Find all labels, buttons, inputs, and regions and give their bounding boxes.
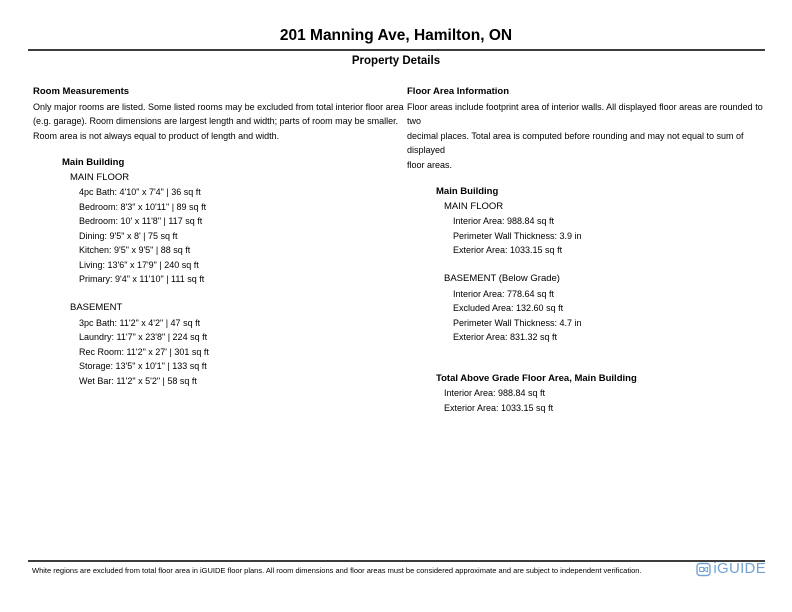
report-header bbox=[0, 0, 792, 68]
iguide-logo-text: iGUIDE bbox=[713, 560, 766, 577]
room-row: Laundry: 11'7" x 23'8" | 224 sq ft bbox=[79, 332, 208, 342]
room-row: Bedroom: 8'3" x 10'11" | 89 sq ft bbox=[79, 201, 207, 212]
floor-area-section bbox=[407, 85, 765, 415]
room-row: Storage: 13'5" x 10'1" | 133 sq ft bbox=[79, 361, 207, 371]
description-line: Room area is not always equal to product of length and width. bbox=[33, 130, 280, 141]
room-row: Bedroom: 10' x 11'8" | 117 sq ft bbox=[79, 216, 203, 226]
room-row: Dining: 9'5" x 8' | 75 sq ft bbox=[79, 230, 178, 241]
floor-name: MAIN FLOOR bbox=[444, 200, 504, 212]
room-row: Wet Bar: 11'2" x 5'2" | 58 sq ft bbox=[79, 375, 197, 386]
floor-group-main-floor bbox=[33, 171, 407, 287]
floor-name: BASEMENT bbox=[70, 302, 123, 313]
room-measurements-heading: Room Measurements bbox=[33, 86, 130, 97]
floor-area-heading: Floor Area Information bbox=[407, 86, 510, 97]
area-row: Interior Area: 988.84 sq ft bbox=[444, 388, 546, 398]
building-name: Main Building bbox=[436, 186, 499, 197]
floor-area-description bbox=[407, 100, 765, 173]
floor-group-main-floor bbox=[407, 200, 765, 258]
iguide-logo bbox=[696, 560, 766, 578]
room-row: 4pc Bath: 4'10" x 7'4" | 36 sq ft bbox=[79, 187, 201, 197]
room-row: Rec Room: 11'2" x 27' | 301 sq ft bbox=[79, 346, 209, 357]
description-line: decimal places. Total area is computed before rounding and may not equal to sum of displayed bbox=[407, 130, 744, 155]
page-title: 201 Manning Ave, Hamilton, ON bbox=[279, 27, 513, 44]
area-row: Interior Area: 778.64 sq ft bbox=[453, 288, 555, 299]
room-row: Primary: 9'4" x 11'10" | 111 sq ft bbox=[79, 274, 205, 284]
floor-name: MAIN FLOOR bbox=[70, 171, 130, 183]
floor-group-basement bbox=[407, 272, 765, 345]
area-row: Perimeter Wall Thickness: 4.7 in bbox=[453, 317, 582, 328]
header-divider bbox=[28, 49, 765, 51]
total-area-heading: Total Above Grade Floor Area, Main Building bbox=[436, 372, 637, 384]
room-row: Living: 13'6" x 17'9" | 240 sq ft bbox=[79, 259, 199, 270]
content-columns bbox=[33, 85, 792, 415]
description-line: Only major rooms are listed. Some listed rooms may be excluded from total interior floor area bbox=[33, 101, 404, 112]
floor-group-basement bbox=[33, 301, 407, 388]
area-row: Perimeter Wall Thickness: 3.9 in bbox=[453, 230, 582, 241]
area-row: Exterior Area: 1033.15 sq ft bbox=[444, 402, 554, 413]
area-row: Excluded Area: 132.60 sq ft bbox=[453, 303, 564, 313]
disclaimer-text: White regions are excluded from total floor area in iGUIDE floor plans. All room dimensions and floor areas must be considered approximate and are subject to independent verification. bbox=[32, 566, 642, 575]
area-row: Exterior Area: 1033.15 sq ft bbox=[453, 245, 563, 255]
building-name: Main Building bbox=[62, 157, 125, 168]
room-row: Kitchen: 9'5" x 9'5" | 88 sq ft bbox=[79, 245, 191, 255]
total-area-rows bbox=[407, 386, 765, 415]
iguide-logo-icon bbox=[696, 562, 711, 577]
area-row: Exterior Area: 831.32 sq ft bbox=[453, 332, 558, 342]
room-row: 3pc Bath: 11'2" x 4'2" | 47 sq ft bbox=[79, 317, 201, 328]
room-measurements-section bbox=[33, 85, 407, 415]
footer-divider bbox=[28, 560, 765, 562]
floor-name: BASEMENT (Below Grade) bbox=[444, 273, 560, 284]
room-measurements-description bbox=[33, 100, 407, 144]
description-line: (e.g. garage). Room dimensions are largest length and width; parts of room may be smaller. bbox=[33, 116, 399, 126]
page-subtitle: Property Details bbox=[351, 55, 441, 67]
description-line: floor areas. bbox=[407, 159, 453, 170]
description-line: Floor areas include footprint area of interior walls. All displayed floor areas are rounded to two bbox=[407, 101, 763, 126]
area-row: Interior Area: 988.84 sq ft bbox=[453, 216, 555, 226]
